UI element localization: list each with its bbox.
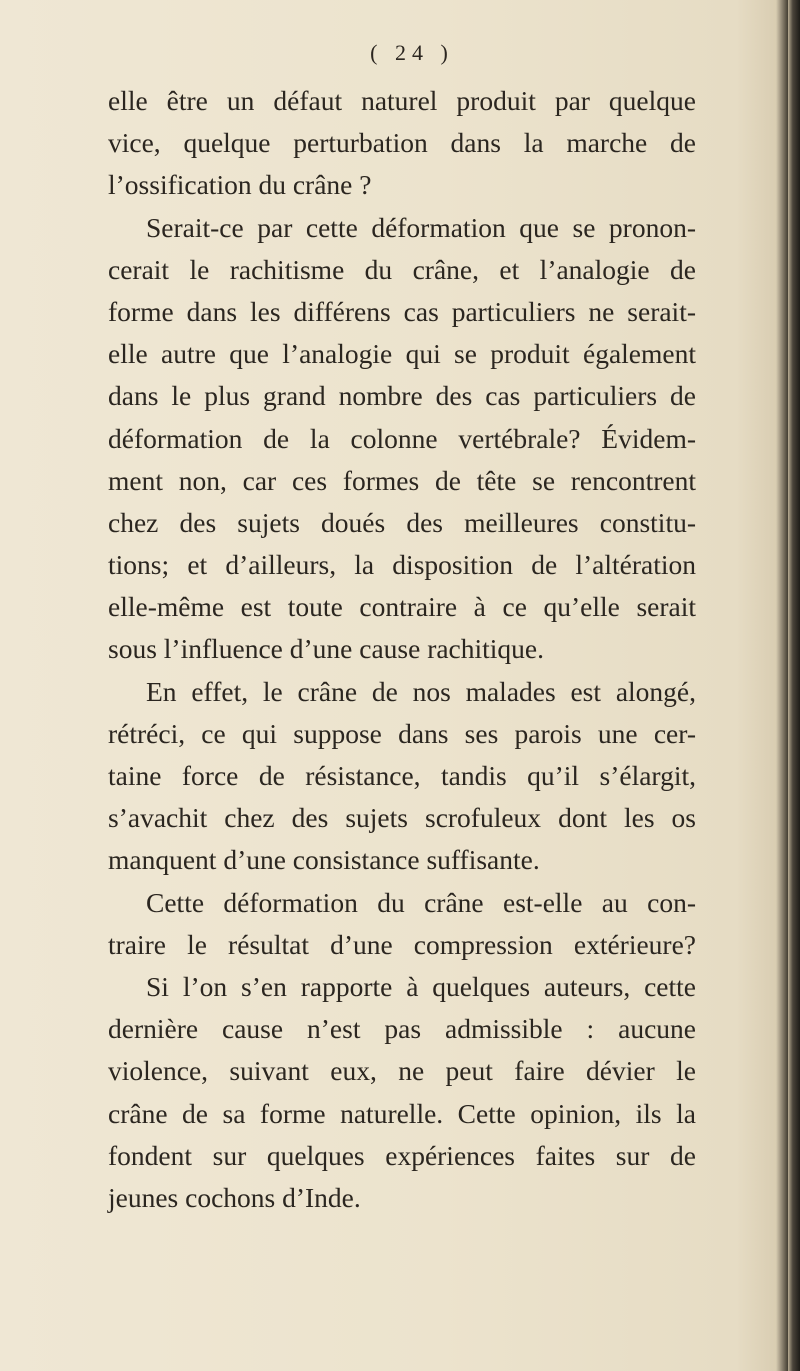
text-line: forme dans les différens cas particuliers ne serait- xyxy=(108,295,696,327)
text-line: crâne de sa forme naturelle. Cette opinion, ils la xyxy=(108,1097,696,1129)
text-line: déformation de la colonne vertébrale? Évidem- xyxy=(108,422,696,454)
text-line: dans le plus grand nombre des cas particuliers de xyxy=(108,380,696,412)
book-binding-edge xyxy=(788,0,800,1371)
text-line: Serait-ce par cette déformation que se pronon- xyxy=(146,211,696,243)
text-line: elle-même est toute contraire à ce qu’elle serait xyxy=(108,591,696,623)
text-line: Si l’on s’en rapporte à quelques auteurs, cette xyxy=(146,970,696,1002)
text-line: rétréci, ce qui suppose dans ses parois une cer- xyxy=(108,717,696,749)
text-line: dernière cause n’est pas admissible : aucune xyxy=(108,1013,696,1045)
page-number: ( 24 ) xyxy=(370,40,454,65)
text-line: ment non, car ces formes de tête se rencontrent xyxy=(108,464,696,496)
text-line: sous l’influence d’une cause rachitique. xyxy=(108,633,545,665)
text-line: taine force de résistance, tandis qu’il s’élargit, xyxy=(108,760,696,791)
text-line: cerait le rachitisme du crâne, et l’analogie de xyxy=(108,253,696,285)
text-line: Cette déformation du crâne est-elle au con- xyxy=(146,886,696,918)
text-line: traire le résultat d’une compression extérieure? xyxy=(108,928,696,960)
text-block xyxy=(108,32,696,1219)
text-line: tions; et d’ailleurs, la disposition de l’altération xyxy=(108,549,696,581)
text-line: fondent sur quelques expériences faites sur de xyxy=(108,1139,696,1171)
text-line: elle autre que l’analogie qui se produit également xyxy=(108,338,696,370)
text-line: vice, quelque perturbation dans la marche de xyxy=(108,127,696,159)
text-line: manquent d’une consistance suffisante. xyxy=(108,844,540,876)
text-line: elle être un défaut naturel produit par quelque xyxy=(108,85,696,116)
text-line: violence, suivant eux, ne peut faire dévier le xyxy=(108,1055,696,1087)
text-line: En effet, le crâne de nos malades est alongé, xyxy=(146,675,696,707)
text-line: l’ossification du crâne ? xyxy=(108,169,372,201)
text-line: chez des sujets doués des meilleures constitu- xyxy=(108,506,696,538)
text-line: s’avachit chez des sujets scrofuleux dont les os xyxy=(108,802,696,834)
text-line: jeunes cochons d’Inde. xyxy=(108,1181,361,1213)
